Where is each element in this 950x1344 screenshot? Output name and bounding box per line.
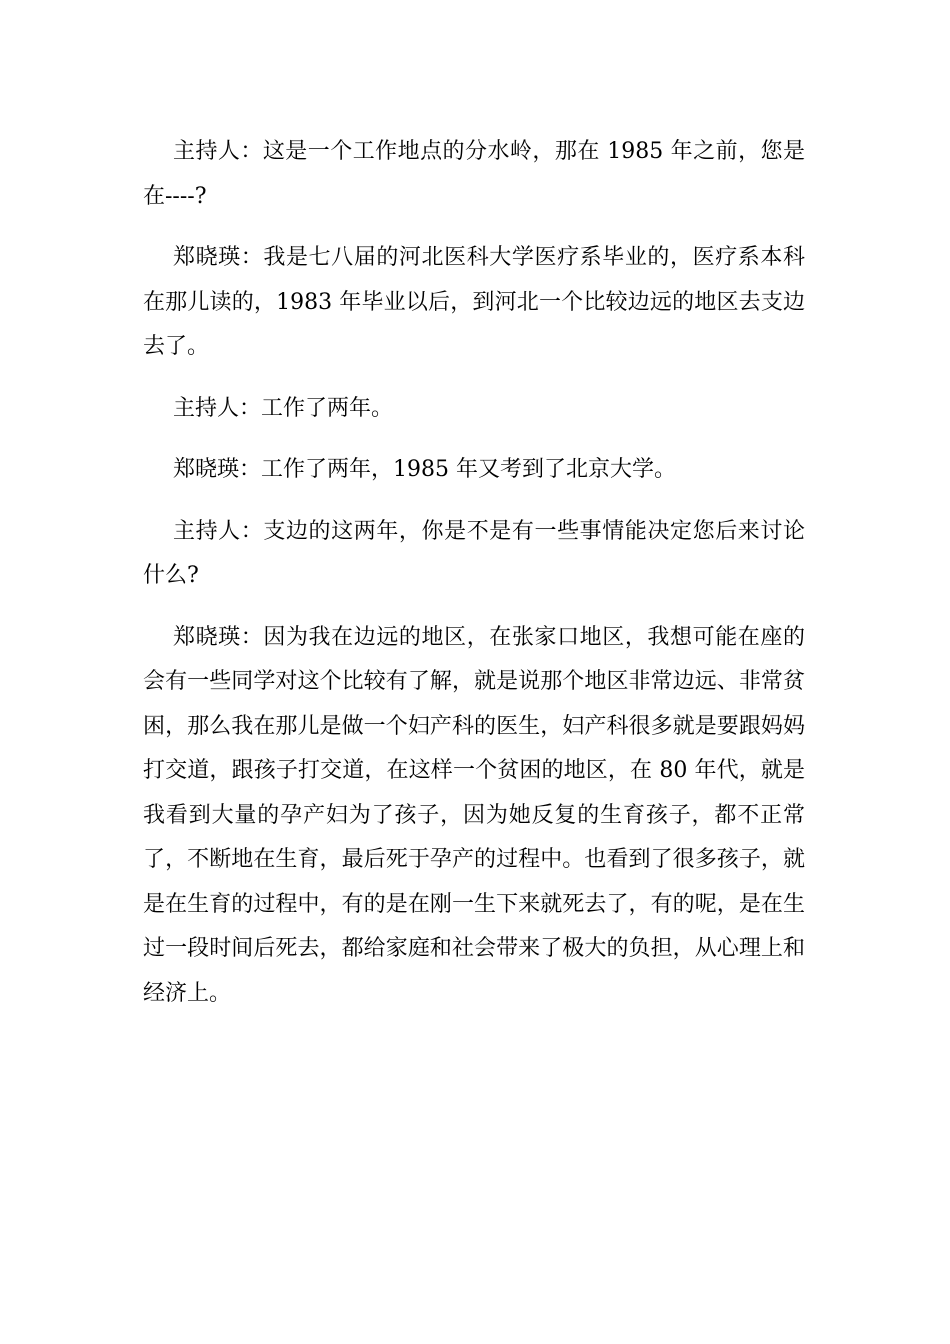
- paragraph-zheng-3: 郑晓瑛：因为我在边远的地区，在张家口地区，我想可能在座的会有一些同学对这个比较有了解，就是说那个地区非常边远、非常贫困，那么我在那儿是做一个妇产科的医生，妇产科很多就是要跟妈妈打交道，跟孩子打交道，在这样一个贫困的地区，在 80 年代，就是我看到大量的孕产妇为了孩子，因为她反复的生育孩子，都不正常了，不断地在生育，最后死于孕产的过程中。也看到了很多孩子，就是在生育的过程中，有的是在刚一生下来就死去了，有的呢，是在生过一段时间后死去，都给家庭和社会带来了极大的负担，从心理上和经济上。: [143, 624, 805, 1006]
- paragraph-host-2: 主持人：工作了两年。: [173, 395, 394, 421]
- interview-transcript: [143, 130, 805, 1033]
- paragraph-zheng-1: 郑晓瑛：我是七八届的河北医科大学医疗系毕业的，医疗系本科在那儿读的，1983 年毕业以后，到河北一个比较边远的地区去支边去了。: [143, 245, 805, 359]
- paragraph-zheng-2: 郑晓瑛：工作了两年，1985 年又考到了北京大学。: [173, 457, 676, 482]
- paragraph-host-1: 主持人：这是一个工作地点的分水岭，那在 1985 年之前，您是在----?: [143, 139, 805, 209]
- paragraph-host-3: 主持人：支边的这两年，你是不是有一些事情能决定您后来讨论什么?: [143, 518, 805, 588]
